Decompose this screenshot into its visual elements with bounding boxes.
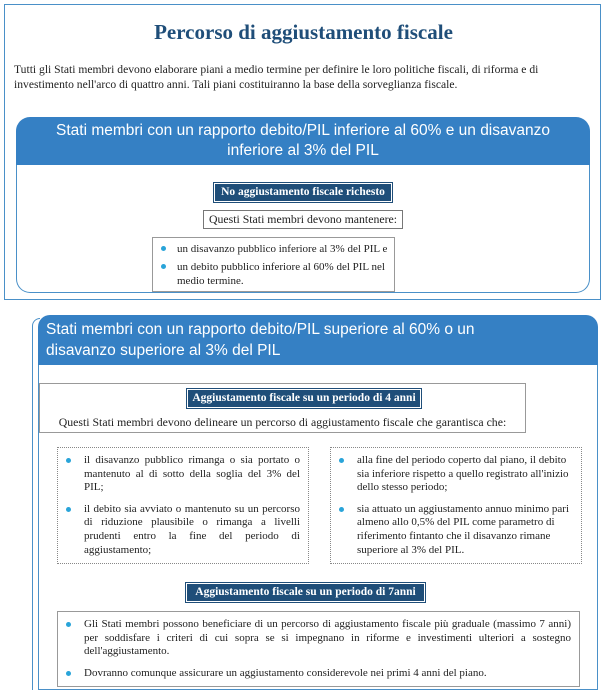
list-item: il disavanzo pubblico rimanga o sia portato o mantenuto al di sotto della soglia del 3% del PIL; (84, 454, 300, 494)
section2-heading-line2: disavanzo superiore al 3% del PIL (46, 342, 281, 359)
page-title: Percorso di aggiustamento fiscale (154, 20, 453, 44)
right-criteria-box (330, 447, 582, 564)
left-criteria-box (57, 447, 309, 564)
four-year-label: Aggiustamento fiscale su un periodo di 4 anni (188, 390, 420, 407)
list-item: il debito sia avviato o mantenuto su un percorso di riduzione plausibile o rimanga a livelli prudenti entro la fine del periodo di aggiustamento; (84, 502, 300, 556)
list-item: Dovranno comunque assicurare un aggiustamento considerevole nei primi 4 anni del piano. (84, 667, 571, 681)
seven-year-label: Aggiustamento fiscale su un periodo di 7anni (187, 584, 424, 601)
list-item: un disavanzo pubblico inferiore al 3% del PIL e (177, 243, 388, 255)
section1-heading-line2: inferiore al 3% del PIL (227, 142, 379, 159)
list-item: alla fine del periodo coperto dal piano, il debito sia inferiore rispetto a quello registrato all'inizio dello stesso periodo; (357, 454, 573, 495)
section1-heading (16, 117, 590, 165)
no-adjustment-label: No aggiustamento fiscale richesto (215, 184, 391, 201)
intro-paragraph: Tutti gli Stati membri devono elaborare piani a medio termine per definire le loro politiche fiscali, di riforma e di investimento nell'arco di quattro anni. Tali piani costituiranno la base della sorveglianza fiscale. (14, 63, 539, 91)
section2-heading (38, 315, 598, 365)
list-item: Gli Stati membri possono beneficiare di un percorso di aggiustamento fiscale più graduale (massimo 7 anni) per soddisfare i criteri di cui sopra se si impegnano in riforme e investimenti ulteriori a sostegno dell'aggiustamento. (84, 618, 571, 658)
list-item: un debito pubblico inferiore al 60% del PIL nel medio termine. (177, 260, 388, 288)
list-item: sia attuato un aggiustamento annuo minimo pari almeno allo 0,5% del PIL come parametro di riferimento fintanto che il disavanzo rimane superiore al 3% del PIL. (357, 503, 573, 557)
seven-year-bullet-list (57, 611, 580, 687)
section2-heading-line1: Stati membri con un rapporto debito/PIL superiore al 60% o un (46, 321, 475, 338)
section2-subtitle: Questi Stati membri devono delineare un percorso di aggiustamento fiscale che garantisca che: (58, 415, 507, 429)
section1-bullet-list (152, 237, 395, 292)
section1-subtitle: Questi Stati membri devono mantenere: (203, 210, 403, 229)
section1-heading-line1: Stati membri con un rapporto debito/PIL inferiore al 60% e un disavanzo (56, 122, 550, 139)
